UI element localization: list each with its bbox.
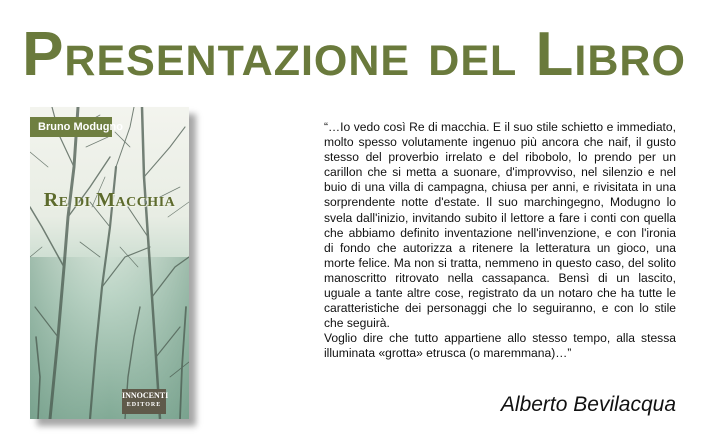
cover-author: Bruno Modugno — [30, 117, 112, 137]
publisher-logo — [122, 389, 169, 414]
book-review-quote — [324, 120, 676, 362]
publisher-name: INNOCENTI — [122, 391, 169, 400]
quote-paragraph: “…Io vedo così Re di macchia. E il suo stile schietto e immediato, molto spesso volutamente ingenuo più ancora che naif, il gusto stesso del proverbio irrelato e del ribobolo, lo prendo per un carillon che si metta a suonare, d'improvviso, nel silenzio e nel buio di una villa di campagna, chiusa per anni, e rivisitata in una sorprendente notte d'estate. Il suo marchingegno, Modugno lo svela dall'inizio, invitando subito il lettore a fare i conti con quella che abbiamo definito inventazione nell'invenzione, e con l'ironia di fondo che autorizza a ritenere la letteratura un gioco, una morte felice. Ma non si tratta, nemmeno in questo caso, del solito manoscritto ritrovato nella cassapanca. Bensì di un lascito, uguale a tante altre cose, registrato da un notaro che ha tutte le caratteristiche dei personaggi che lo seguiranno, e con lo stile che seguirà. — [324, 120, 676, 331]
cover-tree-illustration — [30, 107, 189, 419]
quote-paragraph: Voglio dire che tutto appartiene allo stesso tempo, alla stessa illuminata «grotta» etrusca (o maremmana)…” — [324, 331, 676, 361]
publisher-subtitle: EDITORE — [126, 402, 162, 408]
cover-title: Re di Macchia — [43, 189, 176, 211]
quote-signature: Alberto Bevilacqua — [500, 393, 676, 416]
book-cover — [30, 107, 189, 419]
page-title: Presentazione del Libro — [22, 20, 686, 89]
